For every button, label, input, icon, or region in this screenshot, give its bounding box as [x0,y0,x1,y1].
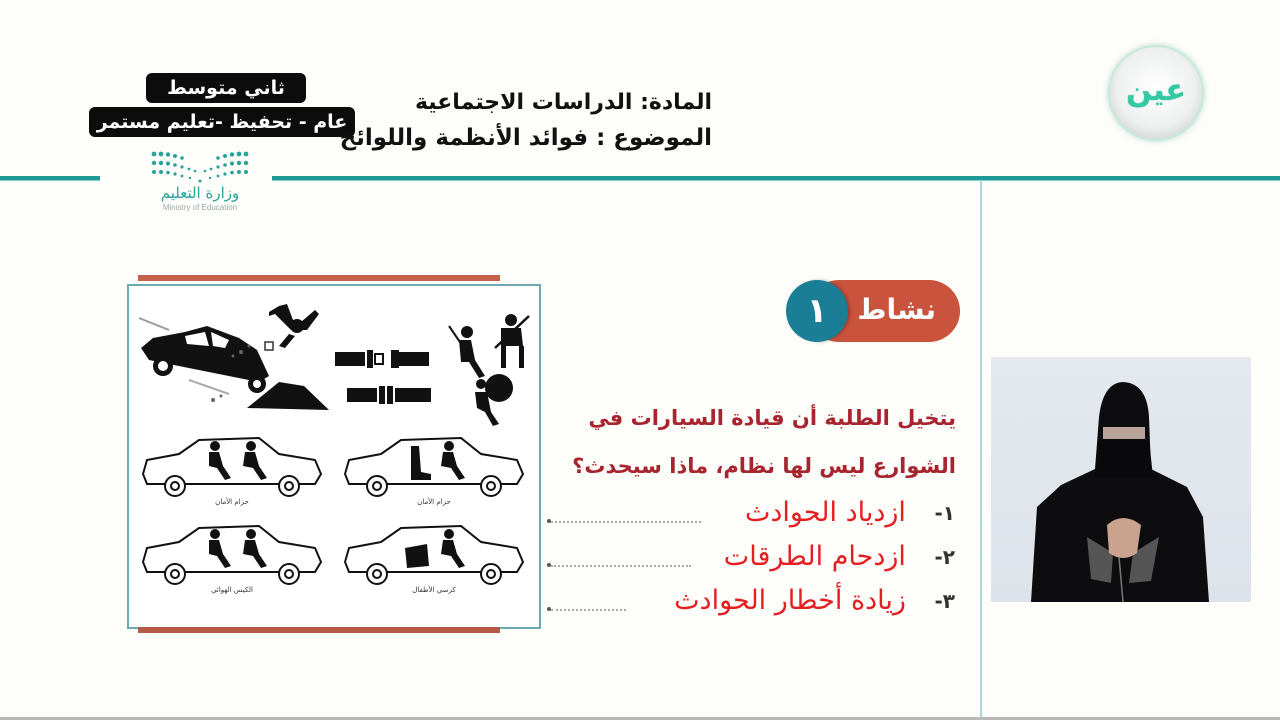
answer-dotted-line [551,565,691,567]
lesson-title [340,86,712,156]
falling-person-icon [269,304,319,348]
grade-level-tag: ثاني متوسط [146,73,306,103]
channel-logo [1108,45,1204,141]
channel-logo-text: عين [1126,73,1186,108]
answer-item-2 [545,541,955,581]
safety-illustration-graphic [129,286,539,627]
caption-seatbelt-1: حزام الأمان [215,498,249,506]
caption-seatbelt-2: حزام الأمان [417,498,451,506]
activity-question: يتخيل الطلبة أن قيادة السيارات في الشوارع ليس لها نظام، ماذا سيحدث؟ [572,406,956,478]
caption-airbag: الكيس الهوائي [211,586,253,594]
answer-dotted-line [551,609,626,611]
answer-number: ٣- [934,588,955,613]
ministry-dots-icon [150,150,250,184]
header-divider-right [272,176,1280,180]
answer-text: زيادة أخطار الحوادث [674,585,906,616]
activity-label: نشاط [857,293,936,326]
answer-item-3 [545,585,955,625]
answer-dotted-line [551,521,701,523]
belted-passenger-icon [449,314,529,378]
answer-number: ٢- [934,544,955,569]
tracks-tag: عام - تحفيظ -تعليم مستمر [89,107,355,137]
vertical-divider [980,180,982,720]
car-outline-icons [143,438,523,584]
ministry-name-en: Ministry of Education [162,203,238,212]
header-divider-left [0,176,100,180]
sign-language-interpreter-video [991,357,1251,602]
ministry-of-education-logo [100,150,300,225]
answer-number: ١- [934,500,955,525]
seatbelt-buckle-icon [335,350,431,404]
interpreter-figure [991,357,1251,602]
subject-line: المادة: الدراسات الاجتماعية [414,90,712,115]
answer-text: ازدحام الطرقات [723,541,906,572]
answer-text: ازدياد الحوادث [744,497,906,528]
illustration-bottom-bar [138,627,500,633]
airbag-icon [475,374,513,426]
caption-child-seat: كرسي الأطفال [412,586,456,594]
illustration-top-bar [138,275,500,281]
road-safety-illustration [127,284,541,629]
ministry-name-ar: وزارة التعليم [160,184,240,202]
answer-item-1 [545,497,955,537]
activity-number: ١ [786,280,848,342]
topic-line: الموضوع : فوائد الأنظمة واللوائح [339,125,712,151]
